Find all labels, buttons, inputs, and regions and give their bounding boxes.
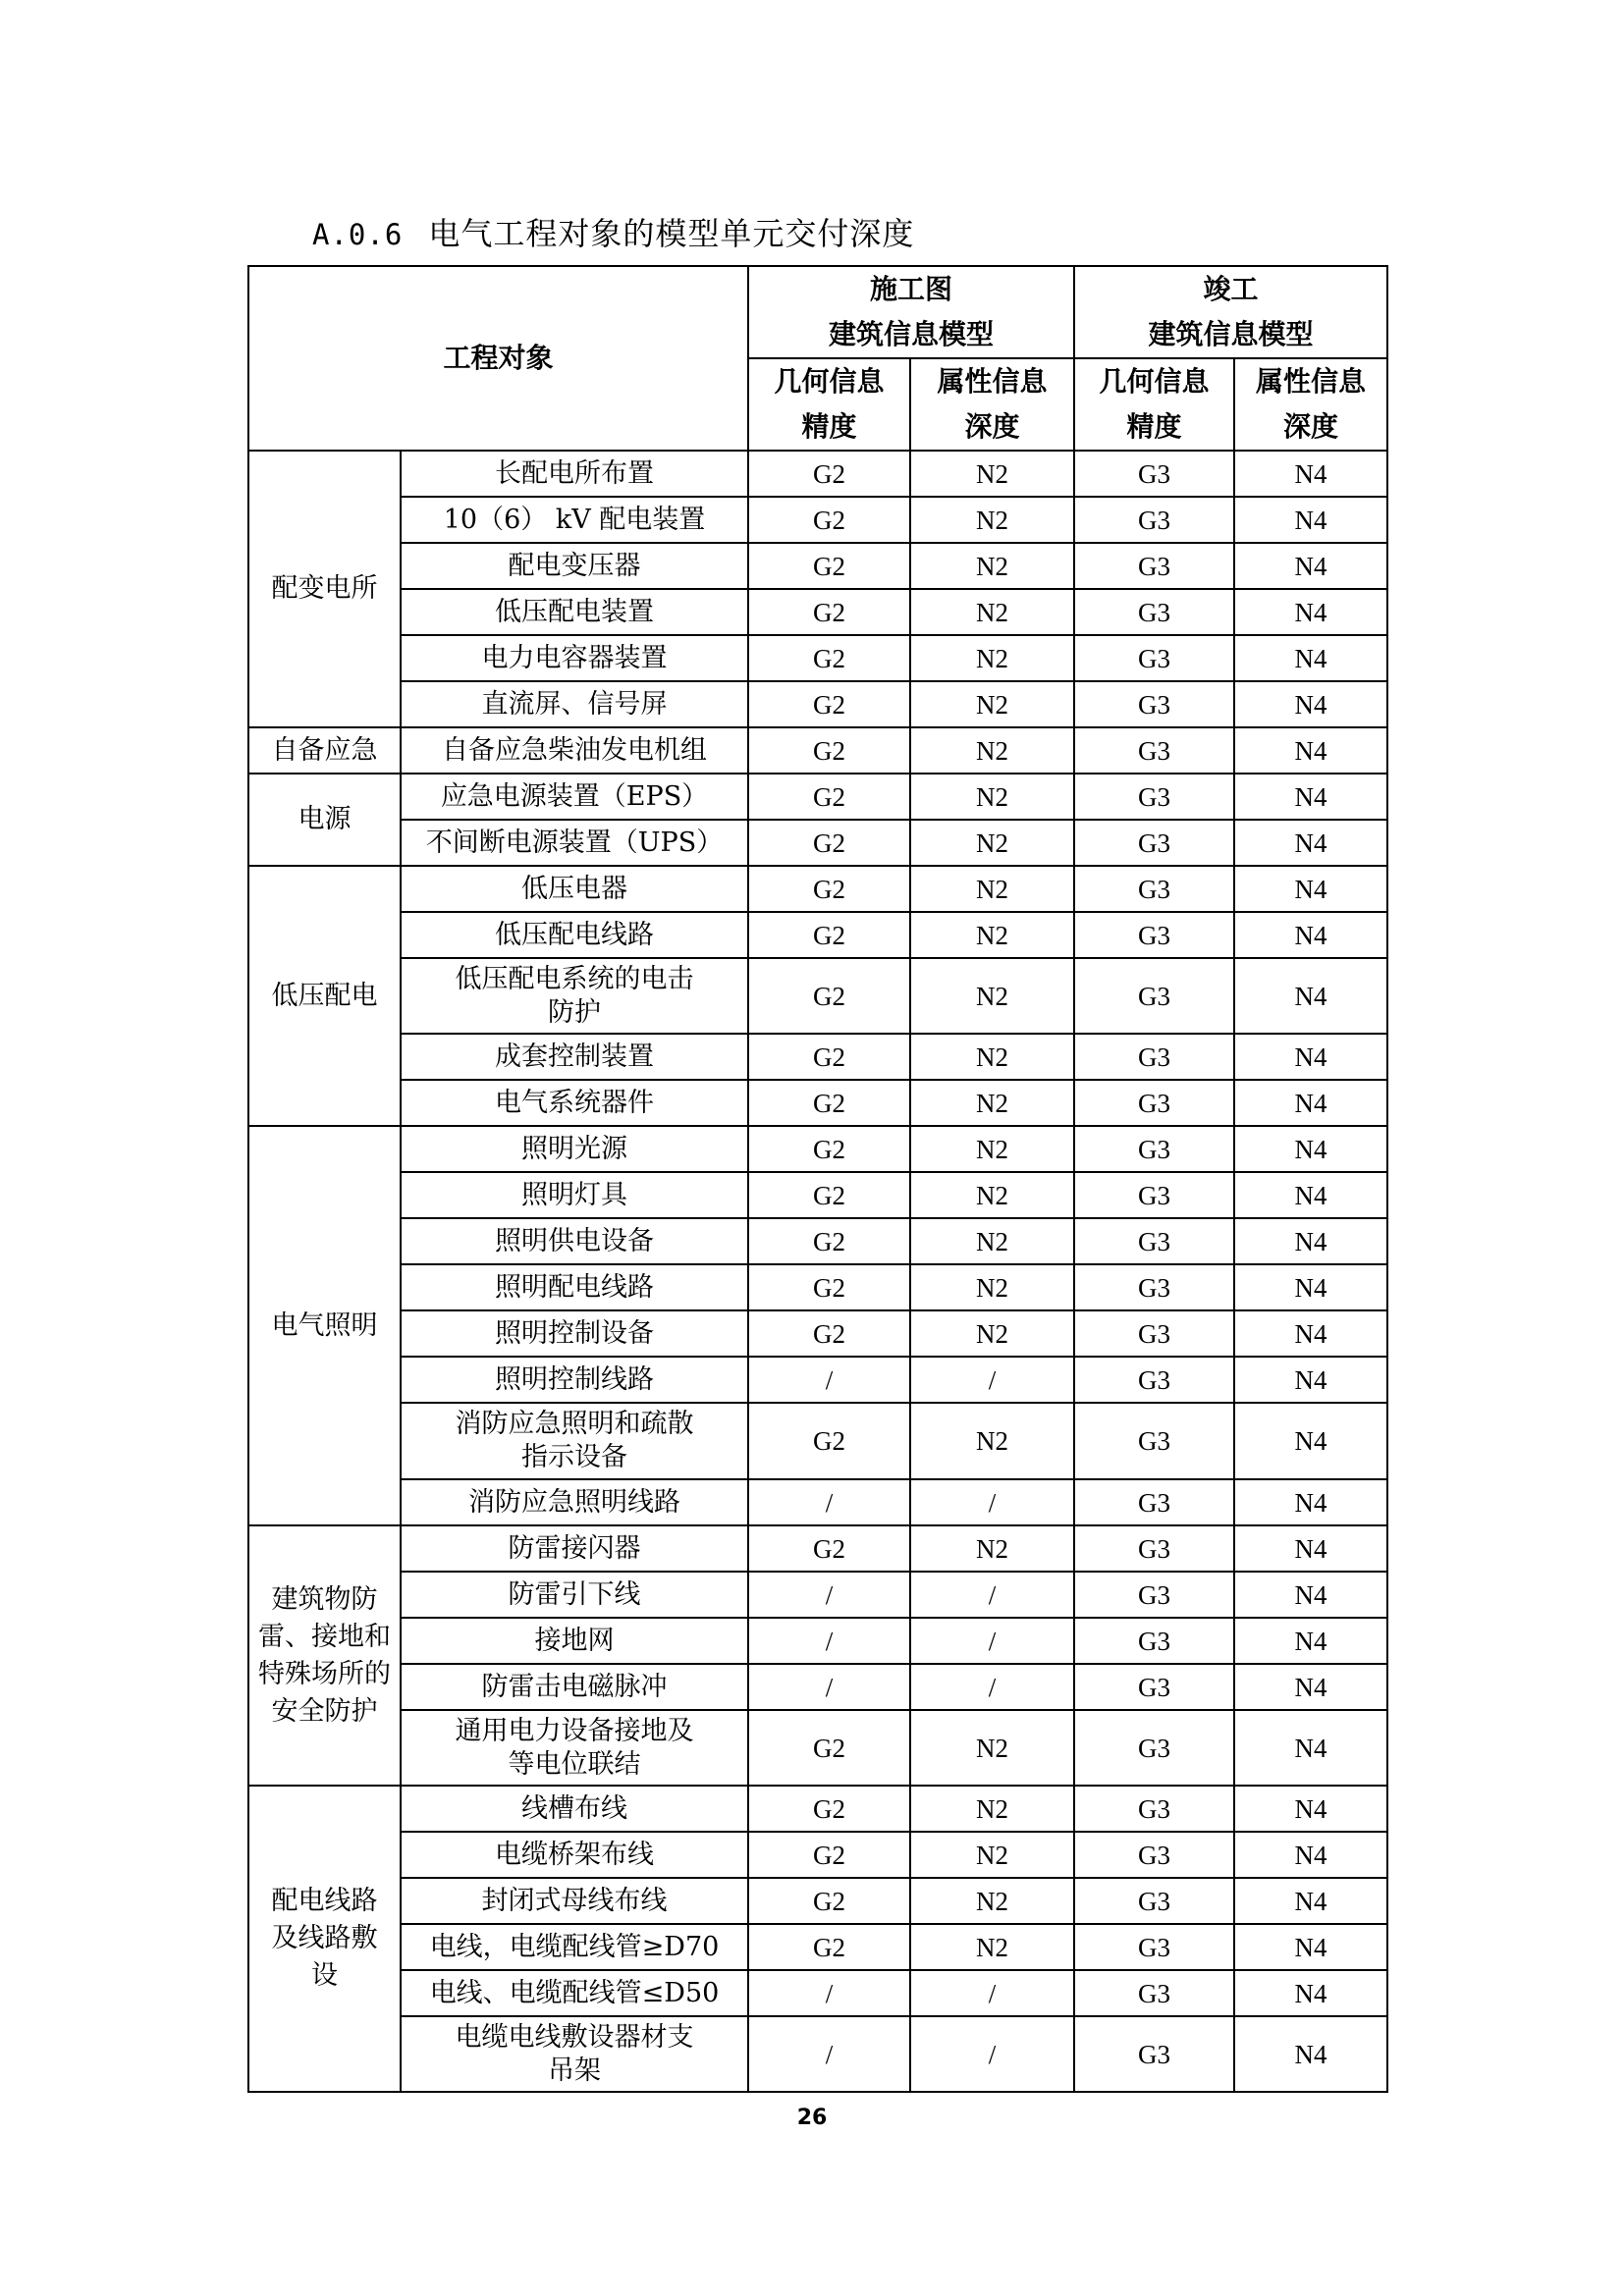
completion-attr-cell: N4 (1234, 1970, 1387, 2016)
table-row (248, 1264, 1387, 1310)
construction-attr-cell: N2 (910, 543, 1074, 589)
construction-geom-cell: G2 (748, 958, 910, 1034)
section-title (312, 209, 914, 254)
header-geom-1 (748, 358, 910, 451)
item-name: 电缆桥架布线 (495, 1839, 654, 1870)
table-row (248, 958, 1387, 1034)
construction-attr-cell: N2 (910, 727, 1074, 774)
construction-geom-cell: G2 (748, 543, 910, 589)
completion-geom-cell: G3 (1074, 1924, 1234, 1970)
construction-attr-cell: N2 (910, 1264, 1074, 1310)
header-completion-line1: 竣工 (1203, 273, 1259, 305)
item-name-cell (401, 774, 748, 820)
item-name-cell (401, 635, 748, 681)
completion-attr-cell: N4 (1234, 820, 1387, 866)
table-row (248, 1034, 1387, 1080)
construction-geom-cell: G2 (748, 774, 910, 820)
item-name: 10（6） kV 配电装置 (443, 504, 706, 535)
item-name: 配电变压器 (508, 550, 641, 581)
construction-geom-cell: / (748, 1357, 910, 1403)
category-label: 建筑物防雷、接地和特殊场所的安全防护 (258, 1583, 391, 1727)
construction-geom-cell: G2 (748, 589, 910, 635)
table-row (248, 1357, 1387, 1403)
construction-attr-cell: N2 (910, 1786, 1074, 1832)
header-object: 工程对象 (248, 266, 748, 451)
completion-geom-cell: G3 (1074, 1786, 1234, 1832)
construction-attr-cell: N2 (910, 1525, 1074, 1572)
construction-geom-cell: G2 (748, 1218, 910, 1264)
construction-attr-cell: N2 (910, 497, 1074, 543)
construction-geom-cell: G2 (748, 820, 910, 866)
completion-geom-cell: G3 (1074, 1525, 1234, 1572)
construction-geom-cell: / (748, 2016, 910, 2092)
item-name: 封闭式母线布线 (481, 1885, 668, 1916)
item-name-cell (401, 1525, 748, 1572)
delivery-depth-table (247, 265, 1388, 2093)
completion-geom-cell: G3 (1074, 635, 1234, 681)
item-name-cell (401, 543, 748, 589)
construction-geom-cell: G2 (748, 866, 910, 912)
item-name: 接地网 (534, 1625, 615, 1656)
table-row (248, 1878, 1387, 1924)
completion-geom-cell: G3 (1074, 1264, 1234, 1310)
item-name-cell (401, 1218, 748, 1264)
completion-geom-cell: G3 (1074, 1310, 1234, 1357)
table-row (248, 1126, 1387, 1172)
construction-attr-cell: N2 (910, 1080, 1074, 1126)
construction-geom-cell: / (748, 1572, 910, 1618)
construction-geom-cell: G2 (748, 1786, 910, 1832)
construction-geom-cell: G2 (748, 1525, 910, 1572)
header-geom-2 (1074, 358, 1234, 451)
construction-geom-cell: G2 (748, 1878, 910, 1924)
completion-geom-cell: G3 (1074, 1172, 1234, 1218)
completion-geom-cell: G3 (1074, 1618, 1234, 1664)
category-cell: 低压配电 (248, 866, 401, 1126)
table-row (248, 1618, 1387, 1664)
item-name-cell (401, 958, 748, 1034)
construction-geom-cell: G2 (748, 635, 910, 681)
item-name-cell (401, 1126, 748, 1172)
category-cell (248, 1786, 401, 2092)
construction-attr-cell: N2 (910, 774, 1074, 820)
table-row (248, 543, 1387, 589)
completion-attr-cell: N4 (1234, 1264, 1387, 1310)
item-name: 低压配电装置 (495, 596, 654, 627)
category-cell: 电源 (248, 774, 401, 866)
item-name-cell (401, 727, 748, 774)
table-row (248, 589, 1387, 635)
completion-geom-cell: G3 (1074, 1664, 1234, 1710)
geom-2-line2: 精度 (1126, 410, 1182, 443)
construction-attr-cell: N2 (910, 681, 1074, 727)
item-name-cell (401, 1664, 748, 1710)
completion-attr-cell: N4 (1234, 451, 1387, 497)
category-cell (248, 1525, 401, 1786)
completion-attr-cell: N4 (1234, 1080, 1387, 1126)
completion-attr-cell: N4 (1234, 774, 1387, 820)
header-attr-2 (1234, 358, 1387, 451)
item-name-cell (401, 1264, 748, 1310)
item-name-cell (401, 1618, 748, 1664)
table-row (248, 681, 1387, 727)
item-name: 照明控制设备 (495, 1317, 654, 1349)
completion-geom-cell: G3 (1074, 543, 1234, 589)
construction-geom-cell: G2 (748, 1126, 910, 1172)
construction-geom-cell: G2 (748, 451, 910, 497)
completion-geom-cell: G3 (1074, 497, 1234, 543)
completion-attr-cell: N4 (1234, 1126, 1387, 1172)
table-row (248, 820, 1387, 866)
completion-attr-cell: N4 (1234, 912, 1387, 958)
item-name: 防雷击电磁脉冲 (481, 1671, 668, 1702)
table-row (248, 2016, 1387, 2092)
completion-attr-cell: N4 (1234, 681, 1387, 727)
item-name: 通用电力设备接地及等电位联结 (455, 1715, 694, 1780)
construction-attr-cell: N2 (910, 1218, 1074, 1264)
construction-geom-cell: G2 (748, 1264, 910, 1310)
completion-geom-cell: G3 (1074, 1878, 1234, 1924)
item-name: 自备应急柴油发电机组 (442, 734, 707, 766)
completion-attr-cell: N4 (1234, 1479, 1387, 1525)
completion-attr-cell: N4 (1234, 1832, 1387, 1878)
completion-geom-cell: G3 (1074, 1357, 1234, 1403)
completion-geom-cell: G3 (1074, 1034, 1234, 1080)
construction-attr-cell: N2 (910, 958, 1074, 1034)
item-name-cell (401, 1878, 748, 1924)
construction-attr-cell: / (910, 1618, 1074, 1664)
item-name: 低压电器 (521, 873, 627, 904)
table-row (248, 727, 1387, 774)
item-name-cell (401, 1034, 748, 1080)
completion-attr-cell: N4 (1234, 1525, 1387, 1572)
construction-geom-cell: G2 (748, 912, 910, 958)
item-name-cell (401, 1710, 748, 1786)
header-attr-1 (910, 358, 1074, 451)
table-row (248, 1403, 1387, 1479)
completion-attr-cell: N4 (1234, 589, 1387, 635)
completion-attr-cell: N4 (1234, 497, 1387, 543)
completion-geom-cell: G3 (1074, 727, 1234, 774)
item-name: 照明灯具 (521, 1179, 627, 1210)
item-name-cell (401, 820, 748, 866)
item-name-cell (401, 1310, 748, 1357)
construction-attr-cell: N2 (910, 1710, 1074, 1786)
completion-geom-cell: G3 (1074, 1126, 1234, 1172)
item-name-cell (401, 1832, 748, 1878)
completion-geom-cell: G3 (1074, 2016, 1234, 2092)
construction-geom-cell: / (748, 1970, 910, 2016)
item-name: 成套控制装置 (495, 1041, 654, 1072)
completion-attr-cell: N4 (1234, 543, 1387, 589)
category-cell: 电气照明 (248, 1126, 401, 1525)
item-name-cell (401, 866, 748, 912)
item-name-cell (401, 681, 748, 727)
construction-geom-cell: G2 (748, 727, 910, 774)
construction-attr-cell: N2 (910, 1832, 1074, 1878)
geom-1-line2: 精度 (801, 410, 857, 443)
table-row (248, 1786, 1387, 1832)
construction-geom-cell: G2 (748, 1924, 910, 1970)
attr-2-line1: 属性信息 (1256, 365, 1367, 398)
table-row (248, 1710, 1387, 1786)
item-name-cell (401, 497, 748, 543)
item-name: 低压配电线路 (495, 919, 654, 950)
completion-attr-cell: N4 (1234, 958, 1387, 1034)
completion-attr-cell: N4 (1234, 1310, 1387, 1357)
completion-attr-cell: N4 (1234, 727, 1387, 774)
item-name: 电缆电线敷设器材支吊架 (455, 2021, 694, 2086)
completion-attr-cell: N4 (1234, 1572, 1387, 1618)
item-name-cell (401, 589, 748, 635)
table-row (248, 866, 1387, 912)
item-name-cell (401, 1924, 748, 1970)
table-row (248, 1479, 1387, 1525)
completion-geom-cell: G3 (1074, 1572, 1234, 1618)
table-body (248, 451, 1387, 2092)
construction-geom-cell: G2 (748, 1710, 910, 1786)
table-row (248, 1572, 1387, 1618)
completion-attr-cell: N4 (1234, 1218, 1387, 1264)
construction-geom-cell: / (748, 1664, 910, 1710)
item-name: 防雷引下线 (508, 1578, 641, 1610)
table-row (248, 912, 1387, 958)
item-name-cell (401, 1403, 748, 1479)
item-name-cell (401, 1080, 748, 1126)
completion-attr-cell: N4 (1234, 1034, 1387, 1080)
item-name: 消防应急照明和疏散指示设备 (455, 1409, 694, 1472)
construction-attr-cell: / (910, 1664, 1074, 1710)
construction-attr-cell: N2 (910, 1403, 1074, 1479)
category-cell: 配变电所 (248, 451, 401, 727)
construction-geom-cell: G2 (748, 1310, 910, 1357)
construction-attr-cell: / (910, 1479, 1074, 1525)
table-row (248, 1924, 1387, 1970)
item-name-cell (401, 2016, 748, 2092)
construction-attr-cell: / (910, 1572, 1074, 1618)
item-name: 照明配电线路 (495, 1271, 654, 1303)
item-name: 照明光源 (521, 1133, 627, 1164)
header-construction-model (748, 266, 1074, 358)
category-cell: 自备应急 (248, 727, 401, 774)
header-construction-line2: 建筑信息模型 (829, 318, 995, 350)
construction-attr-cell: N2 (910, 1310, 1074, 1357)
item-name: 消防应急照明线路 (468, 1486, 680, 1518)
completion-geom-cell: G3 (1074, 1832, 1234, 1878)
completion-attr-cell: N4 (1234, 2016, 1387, 2092)
completion-geom-cell: G3 (1074, 1479, 1234, 1525)
table-row (248, 1218, 1387, 1264)
item-name-cell (401, 1357, 748, 1403)
construction-geom-cell: G2 (748, 1080, 910, 1126)
completion-geom-cell: G3 (1074, 866, 1234, 912)
construction-geom-cell: G2 (748, 681, 910, 727)
table-row (248, 1525, 1387, 1572)
construction-geom-cell: G2 (748, 1403, 910, 1479)
table-row (248, 1970, 1387, 2016)
construction-geom-cell: / (748, 1479, 910, 1525)
item-name: 线槽布线 (521, 1792, 627, 1824)
completion-attr-cell: N4 (1234, 1664, 1387, 1710)
attr-2-line2: 深度 (1283, 410, 1339, 443)
construction-attr-cell: N2 (910, 1924, 1074, 1970)
completion-geom-cell: G3 (1074, 451, 1234, 497)
completion-attr-cell: N4 (1234, 1172, 1387, 1218)
section-title-text: 电气工程对象的模型单元交付深度 (428, 215, 915, 252)
completion-geom-cell: G3 (1074, 1218, 1234, 1264)
completion-geom-cell: G3 (1074, 1080, 1234, 1126)
completion-geom-cell: G3 (1074, 1710, 1234, 1786)
completion-attr-cell: N4 (1234, 866, 1387, 912)
table-row (248, 1310, 1387, 1357)
geom-1-line1: 几何信息 (774, 365, 885, 398)
completion-attr-cell: N4 (1234, 1618, 1387, 1664)
item-name-cell (401, 1786, 748, 1832)
construction-attr-cell: / (910, 1357, 1074, 1403)
attr-1-line2: 深度 (964, 410, 1020, 443)
completion-geom-cell: G3 (1074, 589, 1234, 635)
completion-geom-cell: G3 (1074, 912, 1234, 958)
item-name-cell (401, 451, 748, 497)
construction-attr-cell: N2 (910, 1126, 1074, 1172)
table-row (248, 1080, 1387, 1126)
page-number: 26 (796, 2106, 828, 2130)
item-name: 照明控制线路 (495, 1363, 654, 1395)
construction-geom-cell: G2 (748, 1172, 910, 1218)
construction-attr-cell: N2 (910, 1172, 1074, 1218)
table-row (248, 635, 1387, 681)
completion-attr-cell: N4 (1234, 1924, 1387, 1970)
completion-attr-cell: N4 (1234, 1710, 1387, 1786)
attr-1-line1: 属性信息 (937, 365, 1048, 398)
item-name: 电力电容器装置 (481, 642, 668, 673)
completion-geom-cell: G3 (1074, 774, 1234, 820)
construction-attr-cell: / (910, 2016, 1074, 2092)
construction-geom-cell: / (748, 1618, 910, 1664)
item-name: 防雷接闪器 (508, 1532, 641, 1564)
construction-attr-cell: N2 (910, 866, 1074, 912)
header-construction-line1: 施工图 (870, 273, 953, 305)
completion-attr-cell: N4 (1234, 1357, 1387, 1403)
item-name-cell (401, 1572, 748, 1618)
header-completion-line2: 建筑信息模型 (1148, 318, 1314, 350)
construction-attr-cell: N2 (910, 451, 1074, 497)
table-row (248, 451, 1387, 497)
item-name: 不间断电源装置（UPS） (425, 827, 724, 858)
item-name: 电气系统器件 (495, 1087, 654, 1118)
construction-attr-cell: N2 (910, 1878, 1074, 1924)
table-row (248, 774, 1387, 820)
construction-attr-cell: N2 (910, 635, 1074, 681)
construction-attr-cell: N2 (910, 589, 1074, 635)
completion-attr-cell: N4 (1234, 1786, 1387, 1832)
section-number: A.0.6 (312, 218, 404, 251)
category-label: 配电线路及线路敷设 (271, 1886, 378, 1991)
table-row (248, 1664, 1387, 1710)
item-name: 应急电源装置（EPS） (440, 780, 709, 812)
item-name-cell (401, 1479, 748, 1525)
item-name-cell (401, 912, 748, 958)
completion-attr-cell: N4 (1234, 1403, 1387, 1479)
item-name-cell (401, 1172, 748, 1218)
item-name: 直流屏、信号屏 (481, 688, 668, 720)
completion-geom-cell: G3 (1074, 681, 1234, 727)
completion-geom-cell: G3 (1074, 1970, 1234, 2016)
item-name: 长配电所布置 (495, 457, 654, 489)
construction-attr-cell: / (910, 1970, 1074, 2016)
item-name: 低压配电系统的电击防护 (455, 963, 694, 1028)
completion-geom-cell: G3 (1074, 820, 1234, 866)
completion-geom-cell: G3 (1074, 1403, 1234, 1479)
geom-2-line1: 几何信息 (1099, 365, 1210, 398)
completion-geom-cell: G3 (1074, 958, 1234, 1034)
item-name: 照明供电设备 (495, 1225, 654, 1256)
construction-geom-cell: G2 (748, 1832, 910, 1878)
construction-geom-cell: G2 (748, 497, 910, 543)
construction-attr-cell: N2 (910, 1034, 1074, 1080)
item-name-cell (401, 1970, 748, 2016)
construction-attr-cell: N2 (910, 820, 1074, 866)
header-completion-model (1074, 266, 1387, 358)
completion-attr-cell: N4 (1234, 1878, 1387, 1924)
construction-attr-cell: N2 (910, 912, 1074, 958)
table-row (248, 1832, 1387, 1878)
table-row (248, 1172, 1387, 1218)
completion-attr-cell: N4 (1234, 635, 1387, 681)
table-row (248, 497, 1387, 543)
construction-geom-cell: G2 (748, 1034, 910, 1080)
item-name: 电线，电缆配线管≥D70 (429, 1931, 720, 1962)
item-name: 电线、电缆配线管≤D50 (429, 1977, 720, 2008)
